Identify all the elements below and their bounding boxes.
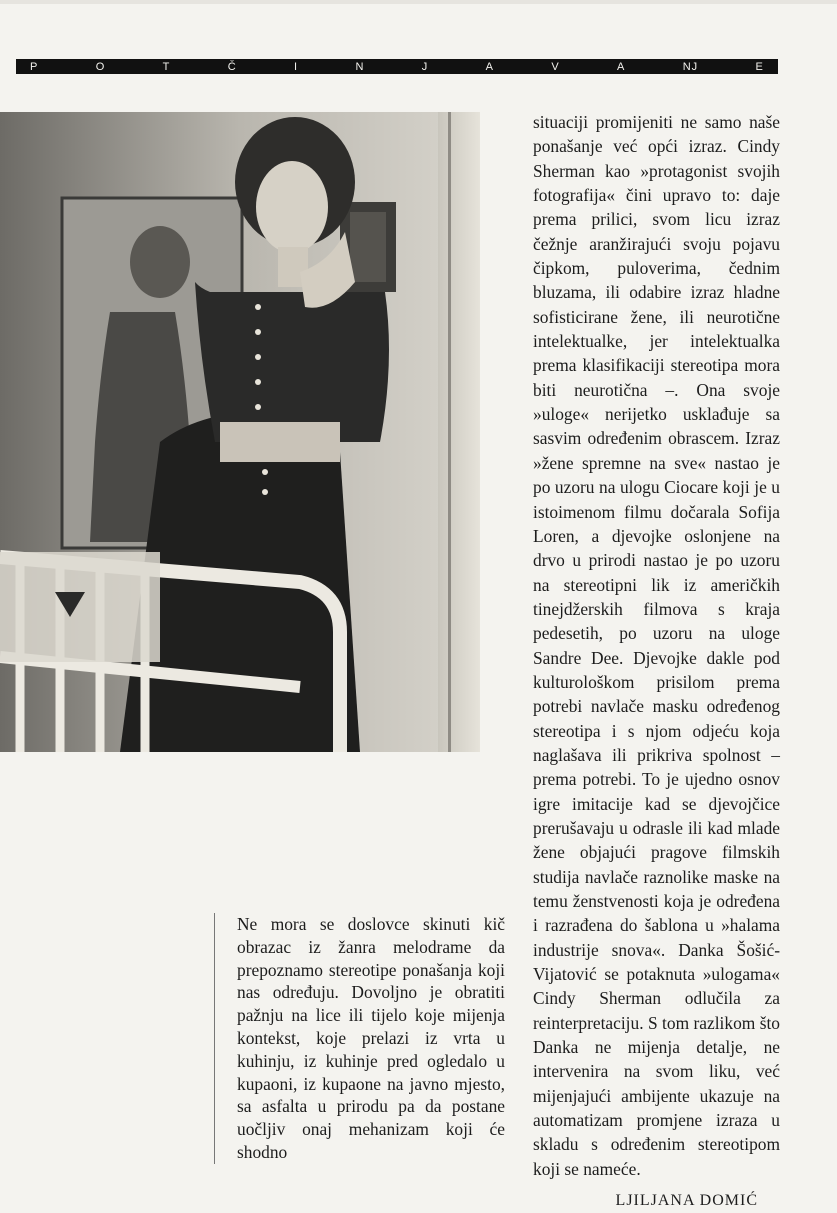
pull-quote <box>214 913 505 1164</box>
header-letter: A <box>485 60 494 73</box>
photograph-illustration <box>0 112 480 752</box>
author-signature: LJILJANA DOMIĆ <box>615 1192 758 1210</box>
header-letter: N <box>355 60 365 73</box>
page-edge <box>0 0 837 4</box>
pull-quote-text: Ne mora se doslovce skinuti kič obrazac iz žanra melodrame da prepoznamo stereotipe ponašanja koji nas određuju. Dovoljno je obratiti pažnju na lice ili tijelo koje mijenja kontekst, koje prelazi iz vrta u kuhinju, iz kuhinje pred ogledalo u kupaoni, iz kupaone na javno mjesto, sa asfalta u prirodu pa da postane uočljiv onaj mehanizam koji će shodno <box>237 914 505 1162</box>
header-letter: E <box>755 60 764 73</box>
header-letter: V <box>551 60 560 73</box>
header-letter: O <box>95 60 106 73</box>
photograph <box>0 112 480 752</box>
header-letter: NJ <box>682 60 699 73</box>
header-bar <box>16 59 778 74</box>
article-right-column <box>533 110 780 1213</box>
header-letter: P <box>30 60 39 73</box>
article-body-text: situaciji promijeniti ne samo naše ponašanje već opći izraz. Cindy Sherman kao »protagonist svojih fotografija« čini upravo to: daje prema prilici, svom licu izraz čežnje aranžirajući svoju pojavu čipkom, puloverima, čednim bluzama, ili odabire izraz hladne sofisticirane žene, ili neurotične intelektualke, jer intelektualka prema klasifikaciji stereotipa mora biti neurotična –. Ona svoje »uloge« nerijetko usklađuje sa sasvim određenim obrascem. Izraz »žene spremne na sve« nastao je po uzoru na ulogu Ciocare koji je u istoimenom filmu dočarala Sofija Loren, a djevojke oslonjene na drvo u prirodi nastao je po uzoru na stereotipni lik iz američkih tinejdžerskih filmova s kraja pedesetih, po uzoru na uloge Sandre Dee. Djevojke dakle pod kulturološkom prisilom prema potrebi navlače masku određenog stereotipa i s njom odjeću koja naglašava ili prikriva spolnost – prema potrebi. To je ujedno osnov igre imitacije kad se djevojčice prerušavaju u odrasle ili kad mlade žene objajući pragove filmskih studija navlače raznolike maske na temu ženstvenosti koja je određena i razrađena do šablona u »halama industrije snova«. Danka Šošić-Vijatović se potaknuta »ulogama« Cindy Sherman odlučila za reinterpretaciju. S tom razlikom što Danka ne mijenja detalje, ne intervenira na svom liku, već mijenjajući ambijente ukazuje na automatizam promjene izraza u skladu s određenim stereotipom koji se nameće. <box>533 112 780 1179</box>
header-letter: J <box>421 60 429 73</box>
header-letter: Č <box>227 60 237 73</box>
header-letter: T <box>162 60 171 73</box>
header-letter: I <box>294 60 299 73</box>
header-letter: A <box>617 60 626 73</box>
